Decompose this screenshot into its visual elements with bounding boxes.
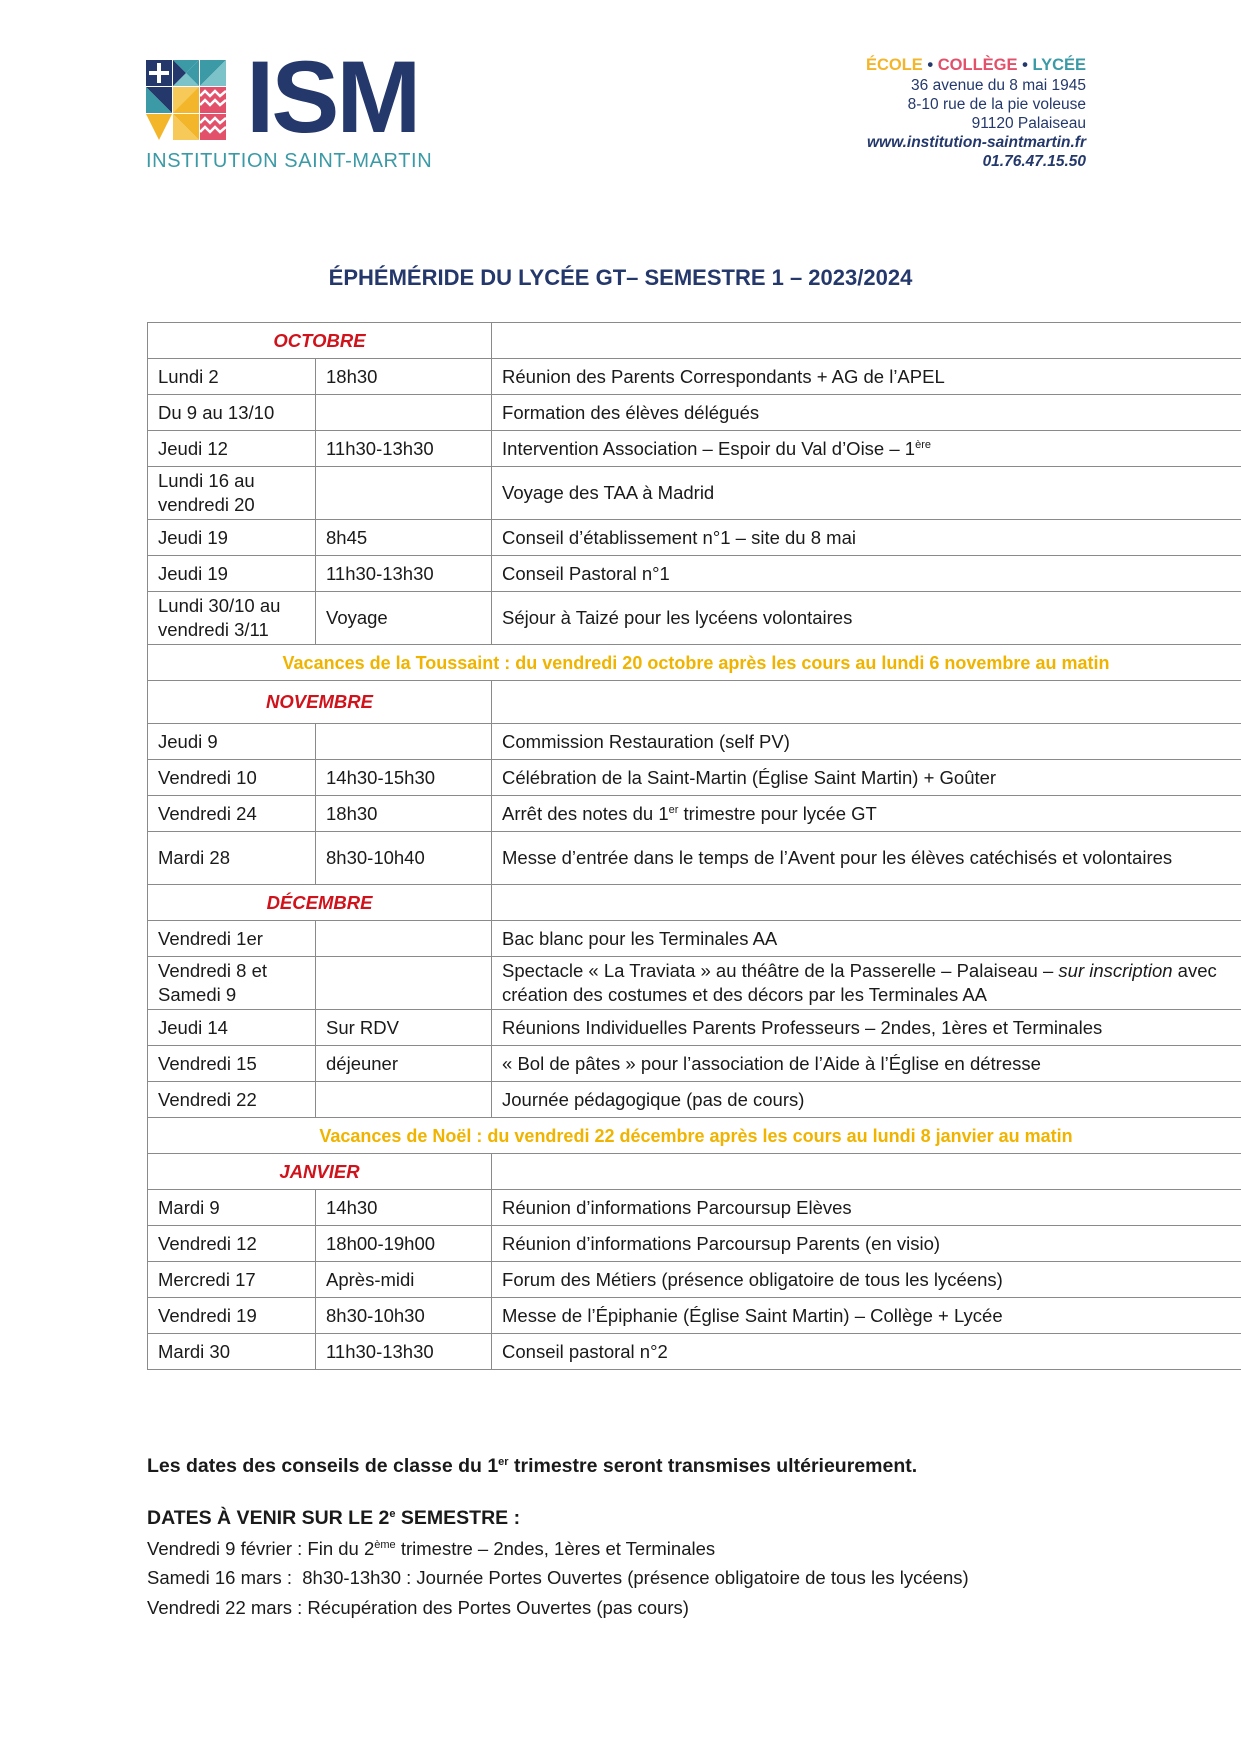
event-description — [492, 1046, 1241, 1082]
event-description — [492, 760, 1241, 796]
event-description-text: Formation des élèves délégués — [502, 401, 760, 423]
event-time — [316, 921, 492, 957]
event-row — [148, 592, 1241, 645]
event-time: Voyage — [316, 592, 492, 645]
event-description-text: Spectacle « La Traviata » au théâtre de la Passerelle – Palaiseau – — [502, 960, 1059, 981]
event-description-text: Voyage des TAA à Madrid — [502, 482, 715, 503]
event-description — [492, 1226, 1241, 1262]
event-description — [492, 1334, 1241, 1370]
calendar-table — [147, 322, 1241, 1370]
event-description-text: Réunion d’informations Parcoursup Elèves — [502, 1196, 852, 1218]
event-time — [316, 467, 492, 520]
event-date: Jeudi 14 — [148, 1010, 316, 1046]
event-row — [148, 431, 1241, 467]
level-ecole: ÉCOLE — [865, 56, 923, 74]
holiday-label: Vacances de la Toussaint : du vendredi 20 octobre après les cours au lundi 6 novembre au matin — [148, 645, 1241, 681]
event-date: Jeudi 9 — [148, 724, 316, 760]
event-description-text: Réunions Individuelles Parents Professeurs – 2ndes, 1ères et Terminales — [502, 1016, 1103, 1038]
event-time: 8h30-10h30 — [316, 1298, 492, 1334]
event-description — [492, 1190, 1241, 1226]
event-description — [492, 832, 1241, 885]
month-empty-cell — [492, 1154, 1241, 1190]
event-description-text: Conseil Pastoral n°1 — [502, 562, 670, 584]
month-empty-cell — [492, 681, 1241, 724]
event-description-text: Célébration de la Saint-Martin (Église Saint Martin) + Goûter — [502, 766, 997, 788]
event-date: Mardi 9 — [148, 1190, 316, 1226]
level-college: COLLÈGE — [937, 56, 1018, 74]
event-date: Vendredi 15 — [148, 1046, 316, 1082]
event-time: 8h45 — [316, 520, 492, 556]
upcoming-date-line — [147, 1534, 969, 1564]
level-separator: • — [927, 56, 934, 74]
event-date: Lundi 30/10 au vendredi 3/11 — [148, 592, 316, 645]
event-date: Jeudi 12 — [148, 431, 316, 467]
month-label: NOVEMBRE — [148, 681, 492, 724]
event-time: 18h00-19h00 — [316, 1226, 492, 1262]
event-date: Lundi 2 — [148, 359, 316, 395]
event-time: 14h30-15h30 — [316, 760, 492, 796]
month-row — [148, 885, 1241, 921]
event-description-text: Intervention Association – Espoir du Val d’Oise – 1 — [502, 437, 916, 459]
event-description — [492, 1082, 1241, 1118]
month-row — [148, 323, 1241, 359]
event-date: Mardi 28 — [148, 832, 316, 885]
upcoming-dates-title — [147, 1504, 969, 1534]
event-description-sup: er — [668, 803, 679, 816]
event-description — [492, 467, 1241, 520]
event-row — [148, 1010, 1241, 1046]
level-lycee: LYCÉE — [1032, 56, 1086, 74]
event-row — [148, 1046, 1241, 1082]
event-description-text: Conseil d’établissement n°1 – site du 8 mai — [502, 526, 856, 548]
event-date: Jeudi 19 — [148, 556, 316, 592]
event-description — [492, 592, 1241, 645]
month-label: JANVIER — [148, 1154, 492, 1190]
class-council-note — [147, 1455, 917, 1478]
event-row — [148, 832, 1241, 885]
phone-number: 01.76.47.15.50 — [982, 153, 1086, 170]
school-levels — [866, 56, 1086, 75]
event-time: 11h30-13h30 — [316, 1334, 492, 1370]
event-description-text: « Bol de pâtes » pour l’association de l’Aide à l’Église en détresse — [502, 1052, 1041, 1074]
level-separator: • — [1022, 56, 1028, 74]
event-row — [148, 1190, 1241, 1226]
upcoming-line-text: Vendredi 9 février : Fin du 2 — [147, 1537, 375, 1559]
event-date: Vendredi 10 — [148, 760, 316, 796]
event-date: Jeudi 19 — [148, 520, 316, 556]
month-label: DÉCEMBRE — [148, 885, 492, 921]
note-sup: er — [498, 1456, 509, 1468]
upcoming-date-line: Vendredi 22 mars : Récupération des Portes Ouvertes (pas cours) — [147, 1596, 689, 1618]
event-description-text: Journée pédagogique (pas de cours) — [502, 1088, 805, 1110]
month-label: OCTOBRE — [148, 323, 492, 359]
upcoming-title-text: DATES À VENIR SUR LE 2 — [147, 1507, 390, 1529]
address-line: 91120 Palaiseau — [971, 115, 1086, 132]
event-row — [148, 520, 1241, 556]
event-date: Du 9 au 13/10 — [148, 395, 316, 431]
month-row — [148, 681, 1241, 724]
event-description — [492, 1298, 1241, 1334]
event-time: 18h30 — [316, 359, 492, 395]
holiday-row — [148, 1118, 1241, 1154]
address-line: 8-10 rue de la pie voleuse — [907, 96, 1086, 113]
event-time: 18h30 — [316, 796, 492, 832]
event-row — [148, 467, 1241, 520]
event-date: Vendredi 8 et Samedi 9 — [148, 957, 316, 1010]
upcoming-date-line: Samedi 16 mars : 8h30-13h30 : Journée Portes Ouvertes (présence obligatoire de tous les lycéens) — [147, 1567, 969, 1588]
logo-wordmark: ISM — [246, 40, 419, 154]
page-title: ÉPHÉMÉRIDE DU LYCÉE GT– SEMESTRE 1 – 2023/2024 — [328, 265, 913, 290]
event-description — [492, 796, 1241, 832]
event-description — [492, 359, 1241, 395]
event-time — [316, 395, 492, 431]
event-date: Mardi 30 — [148, 1334, 316, 1370]
note-text: Les dates des conseils de classe du 1 — [147, 1455, 499, 1477]
event-date: Vendredi 24 — [148, 796, 316, 832]
event-row — [148, 395, 1241, 431]
event-row — [148, 359, 1241, 395]
address-line: 36 avenue du 8 mai 1945 — [911, 77, 1086, 94]
event-description-text: Réunion d’informations Parcoursup Parents (en visio) — [502, 1232, 941, 1254]
event-description-text: Bac blanc pour les Terminales AA — [502, 927, 778, 949]
event-description-text: Arrêt des notes du 1 — [502, 802, 669, 824]
event-time — [316, 724, 492, 760]
upcoming-dates — [147, 1504, 969, 1622]
event-description — [492, 395, 1241, 431]
event-date: Vendredi 22 — [148, 1082, 316, 1118]
event-description — [492, 921, 1241, 957]
event-row — [148, 1082, 1241, 1118]
event-description-end: trimestre pour lycée GT — [678, 802, 877, 824]
upcoming-line-sup: ème — [374, 1538, 396, 1551]
event-description-text: Commission Restauration (self PV) — [502, 730, 790, 752]
event-description — [492, 724, 1241, 760]
event-date: Mercredi 17 — [148, 1262, 316, 1298]
upcoming-line-end: trimestre – 2ndes, 1ères et Terminales — [395, 1537, 716, 1559]
event-date: Vendredi 12 — [148, 1226, 316, 1262]
event-description — [492, 1262, 1241, 1298]
event-description — [492, 431, 1241, 467]
event-time: 8h30-10h40 — [316, 832, 492, 885]
event-date: Vendredi 1er — [148, 921, 316, 957]
upcoming-title-end: SEMESTRE : — [395, 1507, 521, 1529]
event-time: 11h30-13h30 — [316, 431, 492, 467]
event-description-text: Forum des Métiers (présence obligatoire de tous les lycéens) — [502, 1268, 1003, 1290]
holiday-row — [148, 645, 1241, 681]
event-description-text: Réunion des Parents Correspondants + AG de l’APEL — [502, 365, 945, 387]
event-row — [148, 1298, 1241, 1334]
event-description — [492, 556, 1241, 592]
school-logo — [146, 40, 446, 178]
event-date: Lundi 16 au vendredi 20 — [148, 467, 316, 520]
event-time — [316, 957, 492, 1010]
event-description-text: Conseil pastoral n°2 — [502, 1340, 668, 1362]
logo-subtitle: INSTITUTION SAINT-MARTIN — [146, 150, 433, 172]
event-date: Vendredi 19 — [148, 1298, 316, 1334]
event-time: déjeuner — [316, 1046, 492, 1082]
event-row — [148, 724, 1241, 760]
event-time: 11h30-13h30 — [316, 556, 492, 592]
event-row — [148, 957, 1241, 1010]
event-time: Sur RDV — [316, 1010, 492, 1046]
event-time: 14h30 — [316, 1190, 492, 1226]
month-empty-cell — [492, 323, 1241, 359]
event-description — [492, 1010, 1241, 1046]
event-description-text: Séjour à Taizé pour les lycéens volontaires — [502, 607, 853, 628]
upcoming-title-sup: e — [389, 1508, 396, 1520]
event-row — [148, 1334, 1241, 1370]
event-description-italic: sur inscription — [1058, 960, 1173, 981]
month-row — [148, 1154, 1241, 1190]
event-row — [148, 921, 1241, 957]
event-description — [492, 957, 1241, 1010]
event-row — [148, 796, 1241, 832]
logo-mark-icon — [146, 60, 226, 140]
event-description — [492, 520, 1241, 556]
holiday-label: Vacances de Noël : du vendredi 22 décembre après les cours au lundi 8 janvier au matin — [148, 1118, 1241, 1154]
calendar-table-body — [148, 323, 1241, 1370]
event-description-sup: ère — [915, 438, 931, 451]
event-description-end: avec création des costumes et des décors par les Terminales AA — [502, 960, 1217, 1005]
event-row — [148, 556, 1241, 592]
note-text-end: trimestre seront transmises ultérieurement. — [508, 1455, 918, 1477]
website-link[interactable]: www.institution-saintmartin.fr — [866, 134, 1086, 151]
event-row — [148, 1226, 1241, 1262]
event-description-text: Messe d’entrée dans le temps de l’Avent pour les élèves catéchisés et volontaires — [502, 847, 1173, 868]
event-row — [148, 760, 1241, 796]
event-row — [148, 1262, 1241, 1298]
month-empty-cell — [492, 885, 1241, 921]
event-time: Après-midi — [316, 1262, 492, 1298]
event-description-text: Messe de l’Épiphanie (Église Saint Martin) – Collège + Lycée — [502, 1304, 1003, 1326]
event-time — [316, 1082, 492, 1118]
school-contact-block — [866, 56, 1086, 171]
